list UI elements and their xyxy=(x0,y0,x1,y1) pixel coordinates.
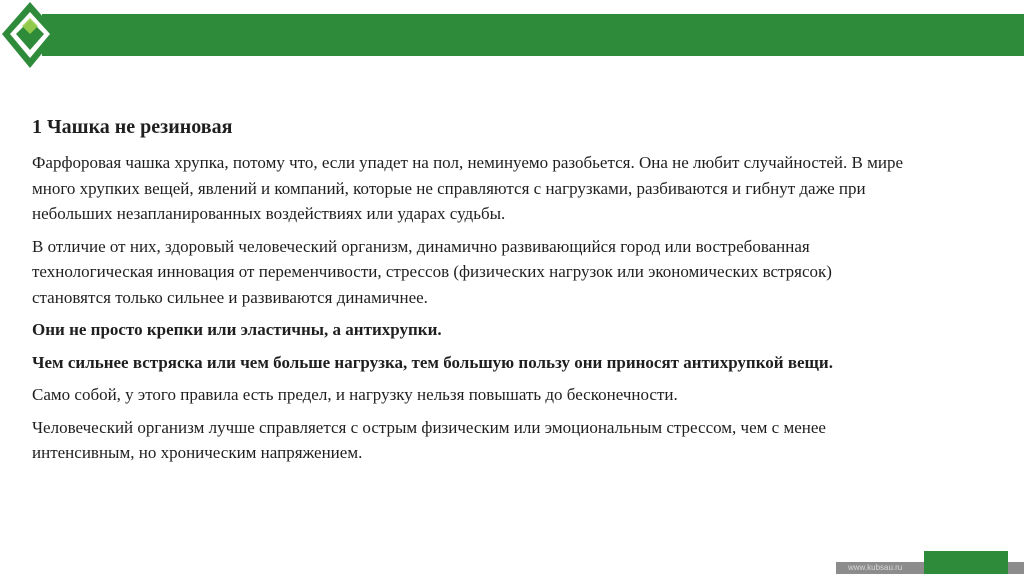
paragraph-limit: Само собой, у этого правила есть предел, и нагрузку нельзя повышать до бесконечности. xyxy=(32,385,678,404)
header-bar xyxy=(42,14,1024,56)
slide-title: 1 Чашка не резиновая xyxy=(32,116,233,138)
footer-url: www.kubsau.ru xyxy=(848,563,903,572)
green-diamond-logo-icon xyxy=(0,0,60,72)
footer-green-block xyxy=(924,551,1008,574)
paragraph-fragile-cup: Фарфоровая чашка хрупка, потому что, если упадет на пол, неминуемо разобьется. Она не любит случайностей. В мире много хрупких вещей, явлений и компаний, которые не справляются с нагрузками, разбиваются и гибнут даже при небольших незапланированных воздействиях или ударах судьбы. xyxy=(32,153,904,223)
paragraph-healthy-organism: В отличие от них, здоровый человеческий организм, динамично развивающийся город или востребованная технологическая инновация от переменчивости, стрессов (физических нагрузок или экономических встрясок) становятся только сильнее и развиваются динамичнее. xyxy=(32,236,832,307)
paragraph-stronger-shock: Чем сильнее встряска или чем больше нагрузка, тем большую пользу они приносят антихрупкой вещи. xyxy=(32,352,833,372)
slide-content xyxy=(32,114,912,473)
paragraph-acute-stress: Человеческий организм лучше справляется с острым физическим или эмоциональным стрессом, чем с менее интенсивным, но хроническим напряжением. xyxy=(32,417,826,462)
paragraph-antifragile: Они не просто крепки или эластичны, а антихрупки. xyxy=(32,320,442,339)
